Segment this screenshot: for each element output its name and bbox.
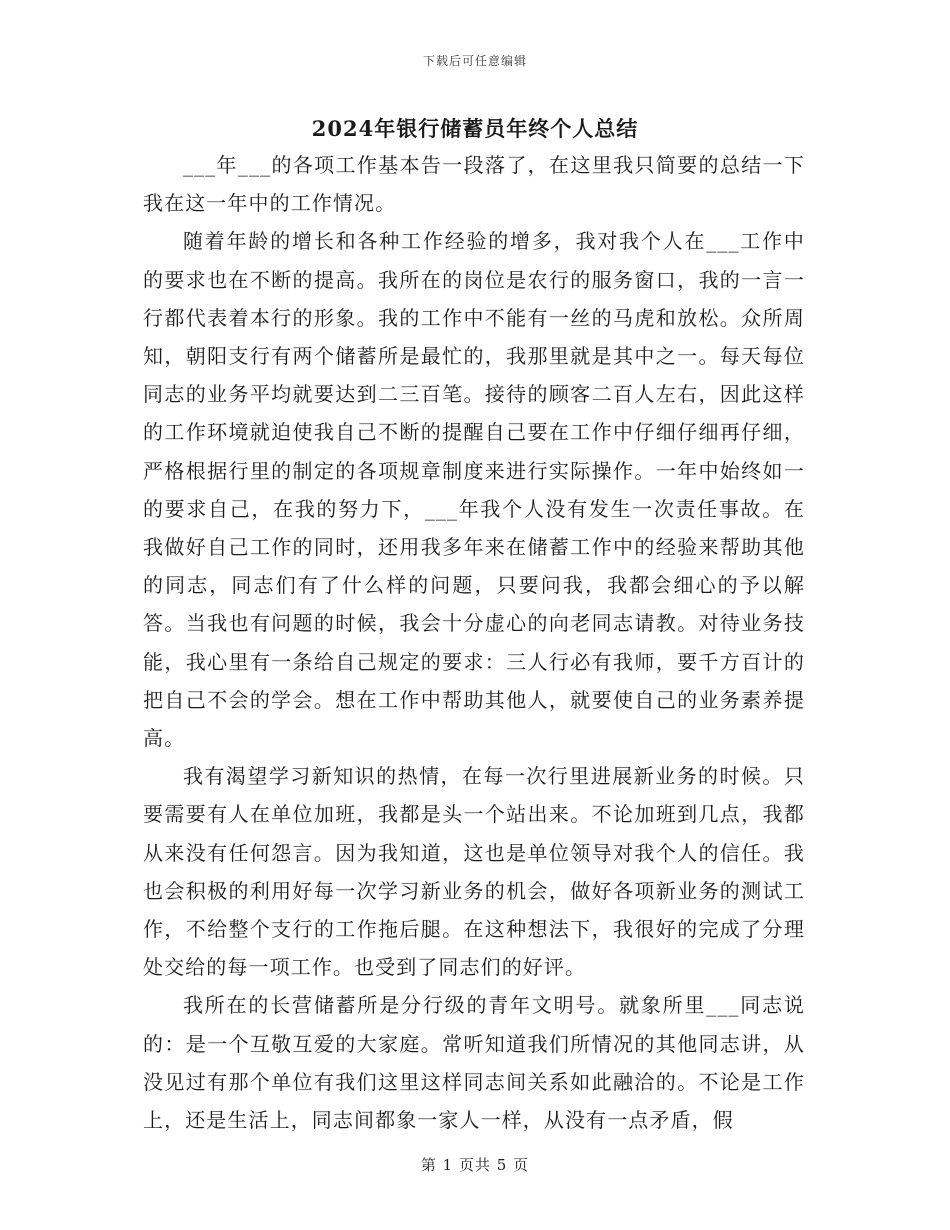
paragraph-4: 我所在的长营储蓄所是分行级的青年文明号。就象所里___同志说的：是一个互敬互爱的大家庭。常听知道我们所情况的其他同志讲，从没见过有那个单位有我们这里这样同志间关系如此融洽的。不论是工作上，还是生活上，同志间都象一家人一样，从没有一点矛盾，假 [143,993,805,1133]
paragraph-1: ___年___的各项工作基本告一段落了，在这里我只简要的总结一下我在这一年中的工作情况。 [143,153,805,216]
header-note: 下载后可任意编辑 [422,54,527,68]
page-number: 第 1 页共 5 页 [420,1156,530,1174]
paragraph-2: 随着年龄的增长和各种工作经验的增多，我对我个人在___工作中的要求也在不断的提高。我所在的岗位是农行的服务窗口，我的一言一行都代表着本行的形象。我的工作中不能有一丝的马虎和放松。众所周知，朝阳支行有两个储蓄所是最忙的，我那里就是其中之一。每天每位同志的业务平均就要达到二三百笔。接待的顾客二百人左右，因此这样的工作环境就迫使我自己不断的提醒自己要在工作中仔细仔细再仔细，严格根据行里的制定的各项规章制度来进行实际操作。一年中始终如一的要求自己，在我的努力下，___年我个人没有发生一次责任事故。在我做好自己工作的同时，还用我多年来在储蓄工作中的经验来帮助其他的同志，同志们有了什么样的问题，只要问我，我都会细心的予以解答。当我也有问题的时候，我会十分虚心的向老同志请教。对待业务技能，我心里有一条给自己规定的要求：三人行必有我师，要千方百计的把自己不会的学会。想在工作中帮助其他人，就要使自己的业务素养提高。 [143,229,805,751]
paragraph-3: 我有渴望学习新知识的热情，在每一次行里进展新业务的时候。只要需要有人在单位加班，我都是头一个站出来。不论加班到几点，我都从来没有任何怨言。因为我知道，这也是单位领导对我个人的信任。我也会积极的利用好每一次学习新业务的机会，做好各项新业务的测试工作，不给整个支行的工作拖后腿。在这种想法下，我很好的完成了分理处交给的每一项工作。也受到了同志们的好评。 [143,764,805,980]
document-title: 2024年银行储蓄员年终个人总结 [311,116,639,141]
document-body [143,146,805,1139]
